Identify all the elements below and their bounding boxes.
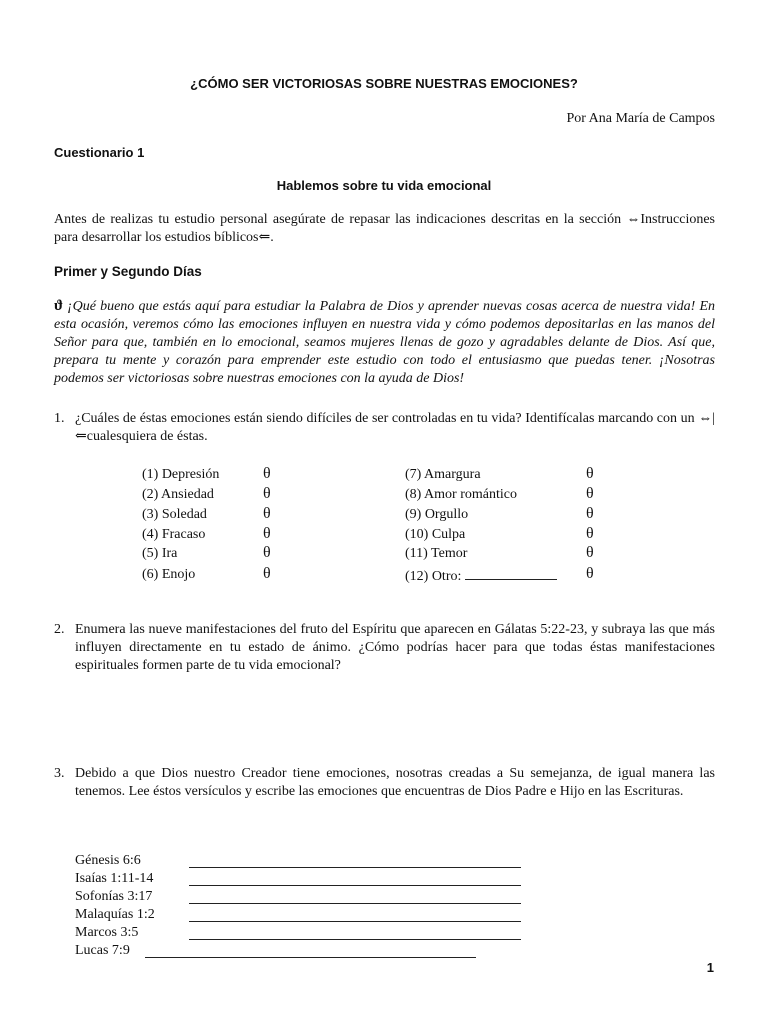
checkbox-icon[interactable]: θ [586, 565, 594, 582]
question-number: 1. [54, 411, 65, 426]
checkbox-icon[interactable]: θ [586, 525, 594, 542]
question-number: 3. [54, 766, 65, 781]
answer-line[interactable] [189, 939, 521, 940]
checkbox-icon[interactable]: θ [263, 505, 271, 522]
answer-line[interactable] [189, 867, 521, 868]
emotion-item-other [405, 567, 557, 585]
emotion-item: (3) Soledad [142, 507, 207, 522]
question-2 [54, 621, 715, 675]
verse-reference: Marcos 3:5 [75, 925, 139, 940]
checkbox-icon[interactable]: θ [263, 544, 271, 561]
emotion-item: (5) Ira [142, 546, 178, 561]
verse-reference: Malaquías 1:2 [75, 907, 155, 922]
emotion-item: (2) Ansiedad [142, 487, 214, 502]
answer-line[interactable] [189, 921, 521, 922]
checkbox-icon[interactable]: θ [263, 565, 271, 582]
intro-paragraph: Antes de realizas tu estudio personal asegúrate de repasar las indicaciones descritas en la sección ⇔Instrucciones para desarrollar los estudios bíblicos⇐. [54, 212, 715, 245]
emotion-item: (4) Fracaso [142, 527, 206, 542]
checkbox-icon[interactable]: θ [263, 465, 271, 482]
emotion-item: (10) Culpa [405, 527, 466, 542]
verse-reference: Isaías 1:11-14 [75, 871, 154, 886]
answer-line[interactable] [189, 885, 521, 886]
day-heading: Primer y Segundo Días [54, 264, 202, 279]
checkbox-icon[interactable]: θ [586, 544, 594, 561]
author-line: Por Ana María de Campos [566, 111, 715, 126]
emotion-item: (9) Orgullo [405, 507, 469, 522]
checkbox-icon[interactable]: θ [586, 485, 594, 502]
question-text: ¿Cuáles de éstas emociones están siendo difíciles de ser controladas en tu vida? Identifícalas marcando con un ⇔| ⇐cualesquiera de éstas. [75, 411, 715, 444]
question-3 [54, 765, 715, 801]
emotion-item: (6) Enojo [142, 567, 196, 582]
checkbox-icon[interactable]: θ [586, 465, 594, 482]
page-title: ¿CÓMO SER VICTORIOSAS SOBRE NUESTRAS EMOCIONES? [190, 76, 578, 91]
emotion-item: (7) Amargura [405, 467, 481, 482]
answer-line[interactable] [189, 903, 521, 904]
question-number: 2. [54, 622, 65, 637]
verse-reference: Génesis 6:6 [75, 853, 141, 868]
other-blank-line[interactable] [465, 567, 557, 580]
question-text: Debido a que Dios nuestro Creador tiene emociones, nosotras creadas a Su semejanza, de igual manera las tenemos. Lee éstos versículos y escribe las emociones que encuentras de Dios Padre e Hijo en las Escrituras. [75, 766, 715, 799]
checkbox-icon[interactable]: θ [586, 505, 594, 522]
welcome-symbol-icon: ϑ [54, 298, 63, 314]
emotion-item: (11) Temor [405, 546, 468, 561]
emotion-item: (1) Depresión [142, 467, 220, 482]
checkbox-icon[interactable]: θ [263, 485, 271, 502]
answer-line[interactable] [145, 957, 476, 958]
verse-reference: Sofonías 3:17 [75, 889, 153, 904]
welcome-text: ¡Qué bueno que estás aquí para estudiar la Palabra de Dios y aprender nuevas cosas acerca de nuestra vida! En esta ocasión, veremos cómo las emociones influyen en nuestra vida y cómo podemos depositarlas en las manos del Señor para que, también en lo emocional, seamos mujeres llenas de gozo y agradables delante de Dios. Así que, prepara tu mente y corazón para emprender este estudio con todo el entusiasmo que puedas tener. ¡Nosotras podemos ser victoriosas sobre nuestras emociones con la ayuda de Dios! [54, 299, 715, 386]
section-subtitle: Hablemos sobre tu vida emocional [276, 178, 492, 193]
verse-reference: Lucas 7:9 [75, 943, 130, 958]
questionnaire-label: Cuestionario 1 [54, 145, 145, 160]
welcome-paragraph [54, 297, 715, 388]
page-number: 1 [706, 960, 714, 975]
emotion-item: (8) Amor romántico [405, 487, 517, 502]
checkbox-icon[interactable]: θ [263, 525, 271, 542]
question-1 [54, 410, 715, 446]
other-label: (12) Otro: [405, 569, 462, 584]
question-text: Enumera las nueve manifestaciones del fruto del Espíritu que aparecen en Gálatas 5:22-23, y subraya las que más influyen directamente en tu estado de ánimo. ¿Cómo podrías hacer para que todas éstas manifestaciones espirituales formen parte de tu vida emocional? [75, 622, 715, 673]
